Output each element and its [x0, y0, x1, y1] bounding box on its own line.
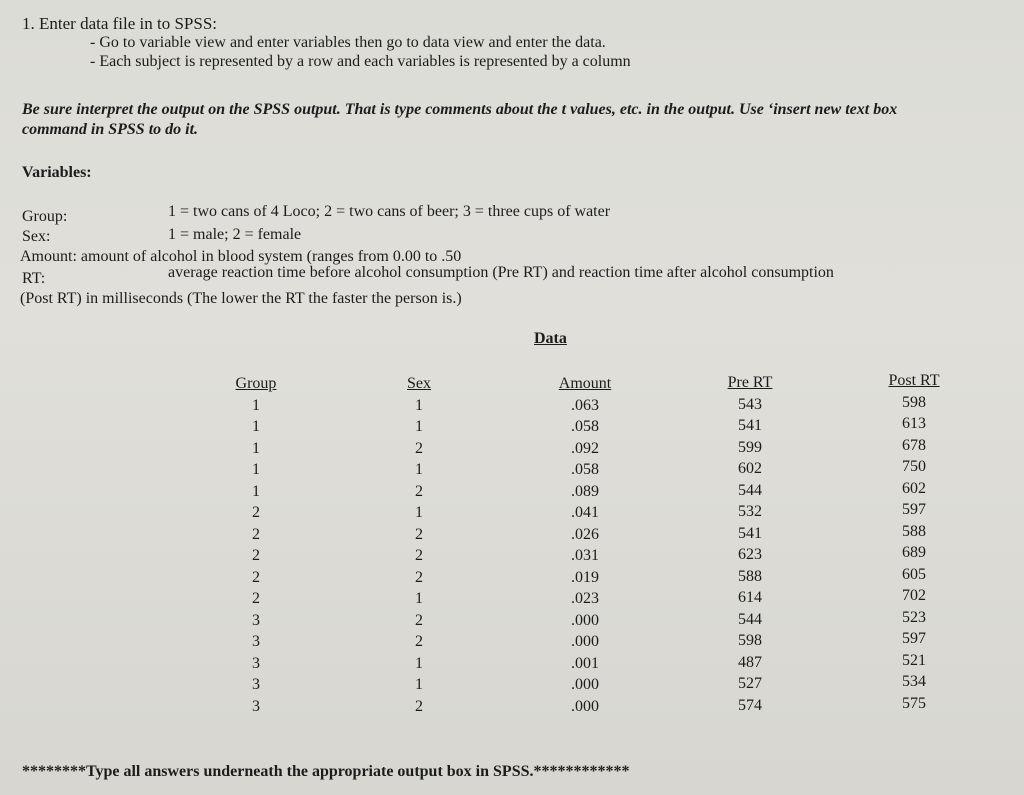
- column-pre-rt: [712, 372, 788, 716]
- table-cell: 1: [252, 396, 260, 414]
- table-cell: 614: [738, 589, 762, 606]
- table-cell: 2: [252, 525, 260, 543]
- column-sex: [394, 373, 444, 717]
- table-cell: .026: [571, 525, 599, 543]
- table-cell: 1: [252, 482, 260, 500]
- table-cell: 597: [902, 630, 926, 647]
- table-cell: .063: [571, 396, 599, 414]
- data-title: Data: [534, 330, 567, 347]
- table-cell: 597: [902, 501, 926, 518]
- table-cell: 1: [415, 504, 423, 521]
- note-line-1: Be sure interpret the output on the SPSS output. That is type comments about the t values, etc. in the output. Use ‘insert new text box: [22, 101, 898, 118]
- table-cell: .023: [571, 590, 599, 607]
- table-cell: 487: [738, 653, 762, 671]
- table-cell: .031: [571, 547, 599, 564]
- table-cell: 3: [252, 697, 260, 715]
- table-cell: 598: [902, 393, 926, 411]
- table-cell: 2: [252, 590, 260, 607]
- table-cell: 2: [415, 547, 423, 564]
- table-cell: .092: [571, 439, 599, 457]
- amount-line: Amount: amount of alcohol in blood system (ranges from 0.00 to .50: [20, 248, 462, 265]
- sex-label: Sex:: [22, 228, 51, 245]
- table-cell: .041: [571, 504, 599, 521]
- variables-heading: Variables:: [22, 164, 92, 181]
- table-cell: 613: [902, 415, 926, 432]
- table-cell: 2: [415, 611, 423, 629]
- table-cell: 599: [738, 438, 762, 456]
- table-cell: 544: [738, 610, 762, 628]
- table-cell: .000: [571, 697, 599, 715]
- table-cell: 541: [738, 524, 762, 542]
- footer-instruction: ********Type all answers underneath the appropriate output box in SPSS.************: [22, 763, 630, 780]
- column-post-rt: [872, 370, 956, 714]
- table-cell: .000: [571, 633, 599, 650]
- table-cell: 602: [738, 460, 762, 477]
- table-cell: 598: [738, 632, 762, 649]
- table-cell: 602: [902, 479, 926, 497]
- table-cell: 623: [738, 546, 762, 563]
- table-cell: 544: [738, 481, 762, 499]
- table-cell: 605: [902, 565, 926, 583]
- table-cell: 521: [902, 651, 926, 669]
- group-label: Group:: [22, 208, 68, 225]
- table-cell: 588: [738, 567, 762, 585]
- rt-line-2: (Post RT) in milliseconds (The lower the RT the faster the person is.): [20, 290, 462, 307]
- sex-description: 1 = male; 2 = female: [168, 226, 302, 243]
- table-cell: 527: [738, 675, 762, 692]
- table-cell: 2: [415, 633, 423, 650]
- bullet-2: - Each subject is represented by a row and each variables is represented by a column: [90, 53, 631, 70]
- table-cell: .058: [571, 418, 599, 435]
- table-cell: 2: [415, 568, 423, 586]
- table-cell: .001: [571, 654, 599, 672]
- table-cell: 3: [252, 676, 260, 693]
- table-cell: 532: [738, 503, 762, 520]
- column-header: Group: [235, 375, 277, 392]
- table-cell: 1: [415, 590, 423, 607]
- table-cell: 2: [415, 697, 423, 715]
- step-title: 1. Enter data file in to SPSS:: [22, 14, 218, 33]
- table-cell: 534: [902, 673, 926, 690]
- table-cell: 689: [902, 544, 926, 561]
- group-description: 1 = two cans of 4 Loco; 2 = two cans of beer; 3 = three cups of water: [168, 203, 611, 220]
- table-cell: 575: [902, 694, 926, 712]
- table-cell: 541: [738, 417, 762, 434]
- table-cell: 523: [902, 608, 926, 626]
- column-amount: [546, 373, 624, 717]
- rt-label: RT:: [22, 270, 46, 287]
- table-cell: .000: [571, 611, 599, 629]
- table-cell: 588: [902, 522, 926, 540]
- table-cell: 574: [738, 696, 762, 714]
- column-header: Post RT: [888, 372, 940, 389]
- table-cell: 678: [902, 436, 926, 454]
- column-header: Amount: [558, 375, 612, 392]
- table-cell: .000: [571, 676, 599, 693]
- table-cell: .089: [571, 482, 599, 500]
- table-cell: 1: [415, 676, 423, 693]
- table-cell: 3: [252, 633, 260, 650]
- column-header: Pre RT: [727, 374, 773, 391]
- rt-description: average reaction time before alcohol consumption (Pre RT) and reaction time after alcohol consumption: [168, 264, 834, 281]
- table-cell: 2: [415, 482, 423, 500]
- table-cell: 2: [415, 439, 423, 457]
- table-cell: 1: [252, 461, 260, 478]
- table-cell: 750: [902, 458, 926, 475]
- table-cell: 3: [252, 611, 260, 629]
- table-cell: 1: [252, 439, 260, 457]
- table-cell: .058: [571, 461, 599, 478]
- table-cell: 1: [415, 654, 423, 672]
- table-cell: 2: [252, 547, 260, 564]
- note-line-2: command in SPSS to do it.: [22, 121, 199, 138]
- table-cell: 1: [415, 418, 423, 435]
- table-cell: 2: [252, 504, 260, 521]
- table-cell: 3: [252, 654, 260, 672]
- table-cell: 1: [415, 396, 423, 414]
- table-cell: 543: [738, 395, 762, 413]
- table-cell: 2: [252, 568, 260, 586]
- column-group: [220, 373, 292, 717]
- table-cell: 1: [252, 418, 260, 435]
- table-cell: .019: [571, 568, 599, 586]
- table-cell: 2: [415, 525, 423, 543]
- table-cell: 702: [902, 587, 926, 604]
- table-cell: 1: [415, 461, 423, 478]
- column-header: Sex: [407, 375, 431, 392]
- bullet-1: - Go to variable view and enter variables then go to data view and enter the data.: [90, 34, 606, 51]
